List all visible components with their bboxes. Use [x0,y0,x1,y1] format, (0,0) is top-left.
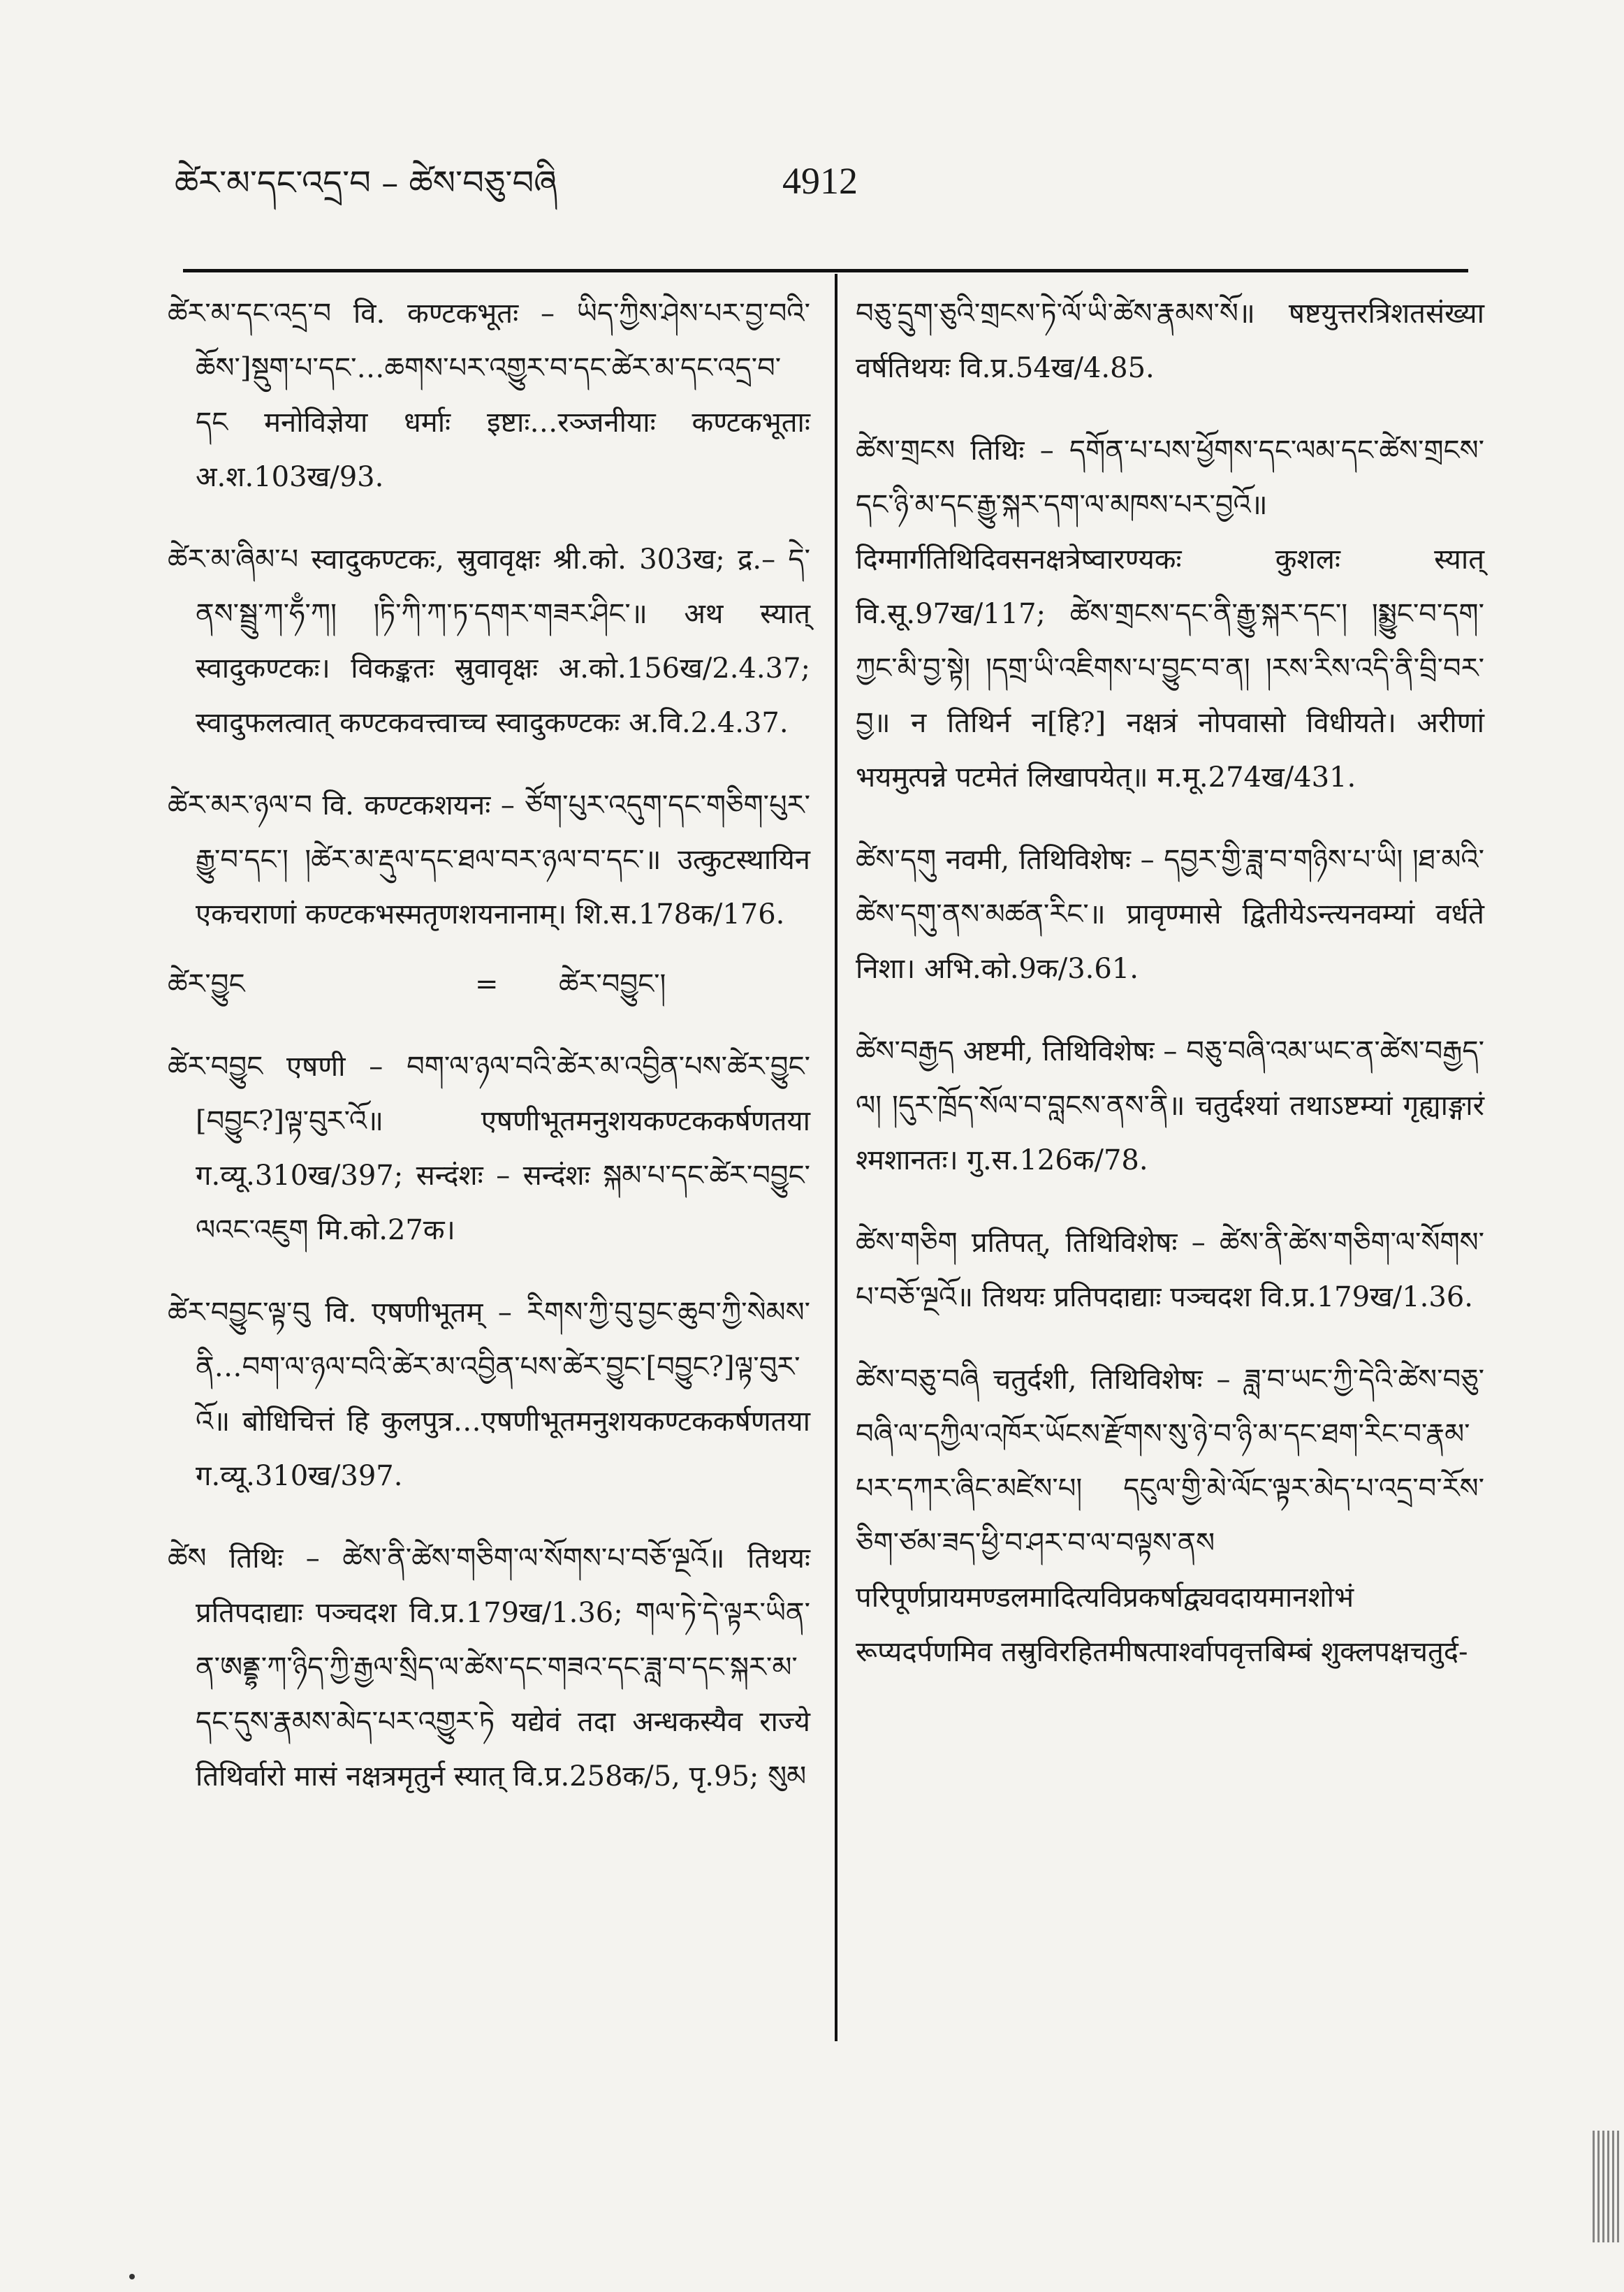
crossref-equals: = [475,968,499,1000]
dictionary-entry: ཚེར་བབྱུང་ལྟ་བུ वि. एषणीभूतम् – རིགས་ཀྱི་བུ་བྱང་ཆུབ་ཀྱི་སེམས་ནི…བག་ལ་ཉལ་བའི་ཚེར་མ་འབྱིན་པས་ཚེར་བྱུང་[བབྱུང?]ལྟ་བུར་འོ॥ बोधिचित्तं हि कुलपुत्र…एषणीभूतमनुशयकण्टककर्षणतया ग.व्यू.310ख/397. [168,1297,810,1492]
dictionary-entry: ཚེས་གཅིག प्रतिपत्, तिथिविशेषः – ཚེས་ནི་ཚེས་གཅིག་ལ་སོགས་པ་བཅོ་ལྔའོ॥ तिथयः प्रतिपदाद्याः पञ्चदश वि.प्र.179ख/1.36. [856,1227,1484,1313]
crossref-headword: ཚེར་བྱུང [168,968,245,1000]
cross-reference [168,957,810,1012]
scan-dot [129,2274,135,2279]
page-header [0,0,1624,279]
header-rule [183,269,1468,272]
dictionary-entry: ཚེས་གྲངས तिथिः – དགོན་པ་པས་ཕྱོགས་དང་ལམ་དང་ཚེས་གྲངས་དང་ཉི་མ་དང་རྒྱུ་སྐར་དག་ལ་མཁས་པར་བྱའོ॥ दिग्मार्गतिथिदिवसनक्षत्रेष्वारण्यकः कुशलः स्यात् वि.सू.97ख/117; ཚེས་གྲངས་དང་ནི་རྒྱུ་སྐར་དང་། །སྨྱུང་བ་དག་ཀྱང་མི་བྱ་སྟེ། །དགྲ་ཡི་འཇིགས་པ་བྱུང་བ་ན། །རས་རིས་འདི་ནི་བྲི་བར་བྱ॥ न तिथिर्न न[हि?] नक्षत्रं नोपवासो विधीयते। अरीणां भयमुत्पन्ने पटमेतं लिखापयेत्॥ म.मू.274ख/431. [856,435,1484,794]
dictionary-entry: བཅུ་དྲུག་ཅུའི་གྲངས་ཏེ་ལོ་ཡི་ཚེས་རྣམས་སོ॥ षष्टयुत्तरत्रिशतसंख्या वर्षतिथयः वि.प्र.54ख/4.85. [856,298,1484,384]
dictionary-entry: ཚེར་མ་དང་འདྲ་བ वि. कण्टकभूतः – ཡིད་ཀྱིས་ཤེས་པར་བྱ་བའི་ཆོས་]སྡུག་པ་དང་…ཆགས་པར་འགྱུར་བ་དང་ཚེར་མ་དང་འདྲ་བ་དང मनोविज्ञेया धर्माः इष्टाः…रञ्जनीयाः कण्टकभूताः अ.श.103ख/93. [168,298,810,493]
column-divider [835,274,837,2041]
page-number: 4912 [782,160,858,202]
crossref-target: ཚེར་བབྱུང་། [559,968,666,1000]
scan-artifact [1593,2131,1621,2242]
dictionary-entry: ཚེར་བབྱུང एषणी – བག་ལ་ཉལ་བའི་ཚེར་མ་འབྱིན་པས་ཚེར་བྱུང་[བབྱུང?]ལྟ་བུར་འོ॥ एषणीभूतमनुशयकण्टककर्षणतया ग.व्यू.310ख/397; सन्दंशः – सन्दंशः སྐམ་པ་དང་ཚེར་བབྱུང་ལའང་འཇུག मि.को.27क। [168,1051,810,1246]
dictionary-entry: ཚེས་བརྒྱད अष्टमी, तिथिविशेषः – བཅུ་བཞི་འམ་ཡང་ན་ཚེས་བརྒྱད་ལ། །དུར་ཁྲོད་སོལ་བ་བླངས་ནས་ནི॥ चतुर्दश्यां तथाऽष्टम्यां गृह्याङ्गारं श्मशानतः। गु.स.126क/78. [856,1035,1484,1176]
dictionary-entry: ཚེར་མ་ཞིམ་པ स्वादुकण्टकः, स्रुवावृक्षः श्री.को. 303ख; द्र.– དེ་ནས་སྦྲུ་ཀ་ཧྃ་ཀ། །ཏི་ཀི་ཀ་ཏ་དགར་གཟར་ཤིང་॥ अथ स्यात् स्वादुकण्टकः। विकङ्कतः स्रुवावृक्षः अ.को.156ख/2.4.37; स्वादुफलत्वात् कण्टकवत्त्वाच्च स्वादुकण्टकः अ.वि.2.4.37. [168,543,810,739]
dictionary-entry: ཚེར་མར་ཉལ་བ वि. कण्टकशयनः – ཙོག་པུར་འདུག་དང་གཅིག་པུར་རྒྱུ་བ་དང་། །ཚེར་མ་རྡུལ་དང་ཐལ་བར་ཉལ་བ་དང་॥ उत्कुटस्थायिन एकचराणां कण्टकभस्मतृणशयनानाम्। शि.स.178क/176. [168,789,810,930]
dictionary-entry: ཚེས་བཅུ་བཞི चतुर्दशी, तिथिविशेषः – ཟླ་བ་ཡང་ཀྱི་དེའི་ཚེས་བཅུ་བཞི་ལ་དཀྱིལ་འཁོར་ཡོངས་རྫོགས་སུ་ཉེ་བ་ཉི་མ་དང་ཐག་རིང་བ་རྣམ་པར་དཀར་ཞིང་མཛེས་པ། དངུལ་གྱི་མེ་ལོང་ལྟར་མེད་པ་འདྲ་བ་རོས་ཅིག་ཙམ་ཟད་ཕྱི་བ་ཤར་བ་ལ་བལྟས་ནས परिपूर्णप्रायमण्डलमादित्यविप्रकर्षाद्व्यवदायमानशोभं रूप्यदर्पणमिव तस्रुविरहितमीषत्पार्श्वापवृत्तबिम्बं शुक्लपक्षचतुर्द- [856,1364,1484,1668]
running-head: ཚེར་མ་དང་འདྲ་བ – ཚེས་བཅུ་བཞི [175,163,557,203]
dictionary-entry: ཚེས तिथिः – ཚེས་ནི་ཚེས་གཅིག་ལ་སོགས་པ་བཅོ་ལྔའོ॥ तिथयः प्रतिपदाद्याः पञ्चदश वि.प्र.179ख/1.36; གལ་ཏེ་དེ་ལྟར་ཡིན་ན་ཨནྡྷ་ཀ་ཉིད་ཀྱི་རྒྱལ་སྲིད་ལ་ཚེས་དང་གཟའ་དང་ཟླ་བ་དང་སྐར་མ་དང་དུས་རྣམས་མེད་པར་འགྱུར་ཏེ यद्येवं तदा अन्धकस्यैव राज्ये तिथिर्वारो मासं नक्षत्रमृतुर्न स्यात् वि.प्र.258क/5, पृ.95; སུམ [168,1542,810,1793]
dictionary-entry: ཚེས་དགུ नवमी, तिथिविशेषः – དབྱར་གྱི་ཟླ་བ་གཉིས་པ་ཡི། །ཐ་མའི་ཚེས་དགུ་ནས་མཚན་རིང་॥ प्रावृण्मासे द्वितीयेऽन्त्यनवम्यां वर्धते निशा। अभि.को.9क/3.61. [856,844,1484,985]
left-column [168,286,810,1819]
right-column [856,286,1484,1695]
